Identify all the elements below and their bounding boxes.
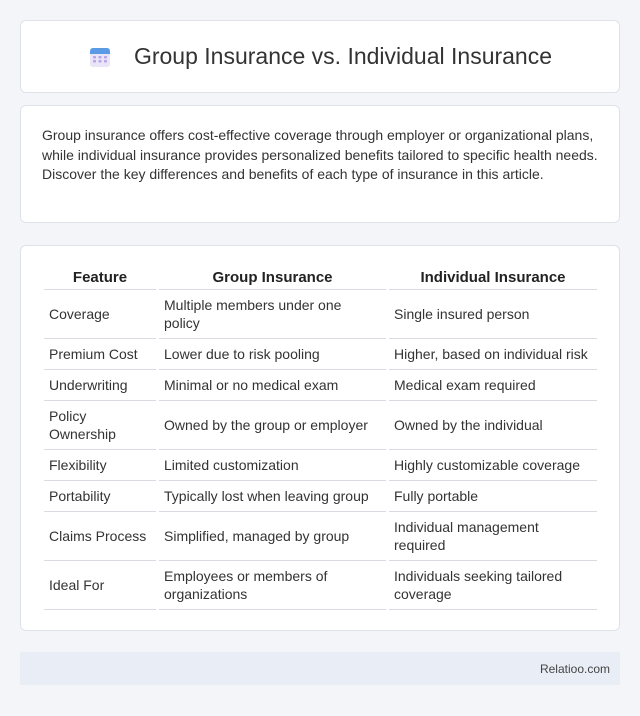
- column-header-feature: Feature: [44, 266, 156, 290]
- feature-cell: Flexibility: [44, 450, 156, 481]
- individual-cell: Individual management required: [389, 512, 597, 561]
- footer: [20, 652, 620, 685]
- table-row: [44, 339, 597, 370]
- individual-cell: Higher, based on individual risk: [389, 339, 597, 370]
- table-row: [44, 290, 597, 339]
- page-title: Group Insurance vs. Individual Insurance: [133, 43, 553, 69]
- group-cell: Lower due to risk pooling: [159, 339, 386, 370]
- header-card: [20, 20, 620, 93]
- comparison-table: [41, 266, 600, 610]
- individual-cell: Medical exam required: [389, 370, 597, 401]
- feature-cell: Ideal For: [44, 561, 156, 610]
- calendar-icon: [88, 45, 112, 69]
- table-row: [44, 370, 597, 401]
- table-row: [44, 401, 597, 450]
- comparison-card: [20, 245, 620, 631]
- table-header-row: [44, 266, 597, 290]
- group-cell: Owned by the group or employer: [159, 401, 386, 450]
- group-cell: Simplified, managed by group: [159, 512, 386, 561]
- group-cell: Limited customization: [159, 450, 386, 481]
- feature-cell: Portability: [44, 481, 156, 512]
- individual-cell: Highly customizable coverage: [389, 450, 597, 481]
- group-cell: Multiple members under one policy: [159, 290, 386, 339]
- group-cell: Typically lost when leaving group: [159, 481, 386, 512]
- table-row: [44, 561, 597, 610]
- individual-cell: Individuals seeking tailored coverage: [389, 561, 597, 610]
- column-header-individual: Individual Insurance: [389, 266, 597, 290]
- feature-cell: Policy Ownership: [44, 401, 156, 450]
- feature-cell: Premium Cost: [44, 339, 156, 370]
- individual-cell: Fully portable: [389, 481, 597, 512]
- footer-site-link[interactable]: Relatioo.com: [539, 661, 610, 676]
- feature-cell: Underwriting: [44, 370, 156, 401]
- individual-cell: Owned by the individual: [389, 401, 597, 450]
- intro-card: [20, 105, 620, 223]
- group-cell: Minimal or no medical exam: [159, 370, 386, 401]
- feature-cell: Claims Process: [44, 512, 156, 561]
- table-row: [44, 450, 597, 481]
- group-cell: Employees or members of organizations: [159, 561, 386, 610]
- feature-cell: Coverage: [44, 290, 156, 339]
- column-header-group: Group Insurance: [159, 266, 386, 290]
- table-row: [44, 512, 597, 561]
- individual-cell: Single insured person: [389, 290, 597, 339]
- intro-text: Group insurance offers cost-effective coverage through employer or organizational plans, while individual insurance provides personalized benefits tailored to specific health needs. Discover the key differences and benefits of each type of insurance in this article.: [42, 127, 598, 182]
- table-row: [44, 481, 597, 512]
